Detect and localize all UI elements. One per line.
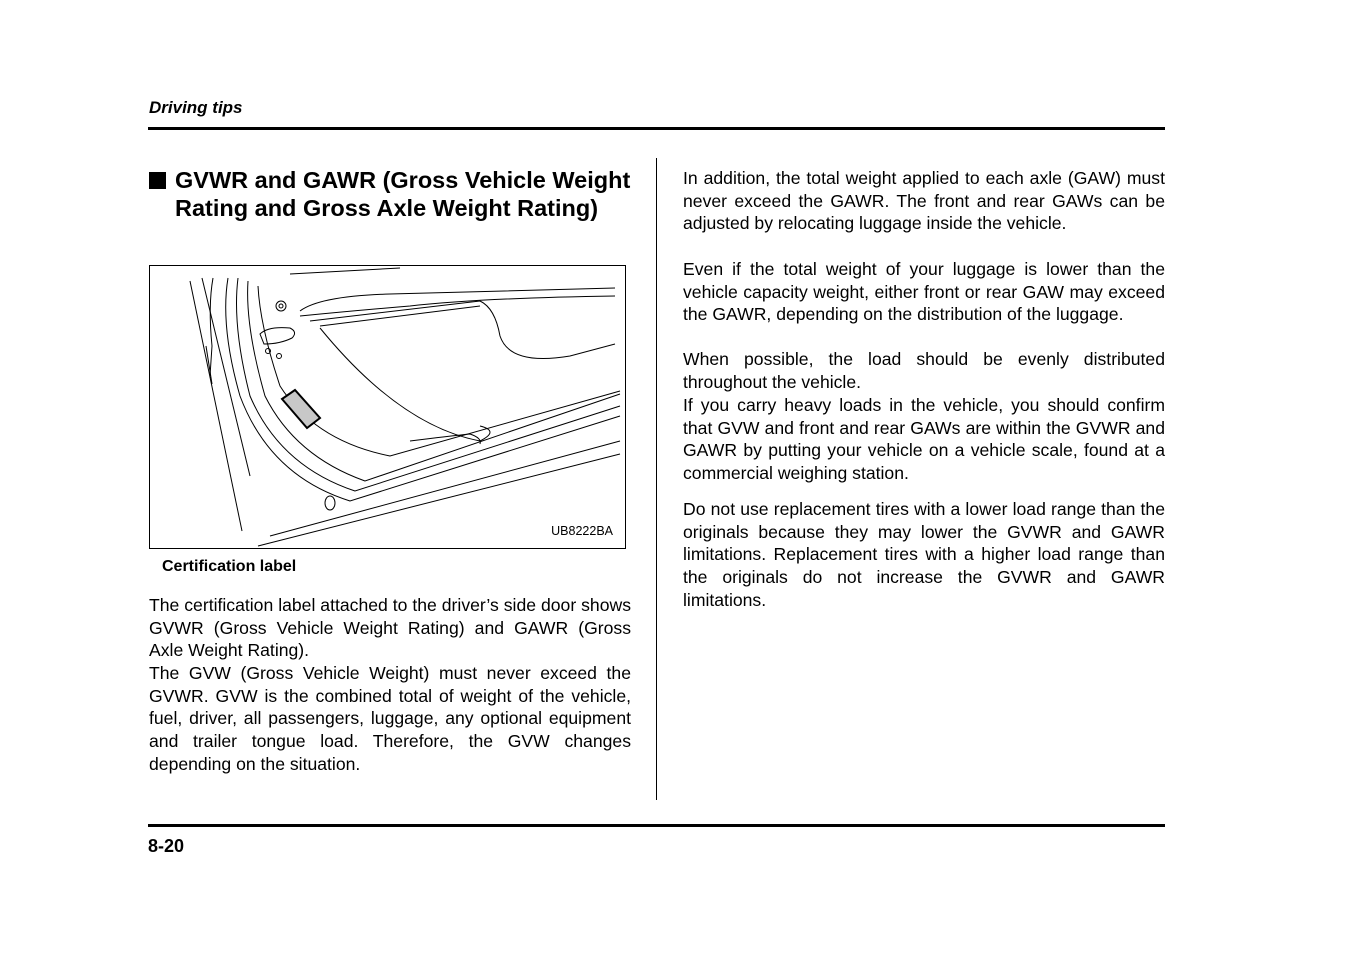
- section-title: GVWR and GAWR (Gross Vehicle Weight Rating and Gross Axle Weight Rating): [175, 167, 631, 221]
- square-bullet-icon: [149, 172, 166, 189]
- figure-caption: Certification label: [162, 558, 297, 575]
- paragraph: Do not use replacement tires with a lower load range than the originals because they may lower the GVWR and GAWR limitations. Replacement tires with a higher load range than the originals do not increase the GVWR and GAWR limitations.: [683, 499, 1165, 610]
- door-jamb-drawing: [150, 266, 625, 548]
- figure-code: UB8222BA: [551, 524, 613, 538]
- running-header: Driving tips: [149, 98, 243, 117]
- paragraph: The GVW (Gross Vehicle Weight) must never exceed the GVWR. GVW is the combined total of weight of the vehicle, fuel, driver, all passengers, luggage, any optional equipment and trailer tongue load. Therefore, the GVW changes depending on the situation.: [149, 663, 631, 774]
- paragraph: If you carry heavy loads in the vehicle, you should confirm that GVW and front and rear GAWs are within the GVWR and GAWR by putting your vehicle on a vehicle scale, found at a commercial weighing station.: [683, 395, 1165, 484]
- paragraph: In addition, the total weight applied to each axle (GAW) must never exceed the GAWR. The front and rear GAWs can be adjusted by relocating luggage inside the vehicle.: [683, 168, 1165, 234]
- section-heading: [149, 166, 631, 222]
- column-divider: [656, 158, 657, 800]
- paragraph: When possible, the load should be evenly distributed throughout the vehicle.: [683, 349, 1165, 392]
- paragraph: The certification label attached to the driver’s side door shows GVWR (Gross Vehicle Weight Rating) and GAWR (Gross Axle Weight Rating).: [149, 595, 631, 661]
- header-rule: [148, 127, 1165, 130]
- door-illustration: [149, 265, 626, 549]
- paragraph: Even if the total weight of your luggage is lower than the vehicle capacity weight, either front or rear GAW may exceed the GAWR, depending on the distribution of the luggage.: [683, 259, 1165, 325]
- footer-rule: [148, 824, 1165, 827]
- page-number: 8-20: [148, 836, 185, 856]
